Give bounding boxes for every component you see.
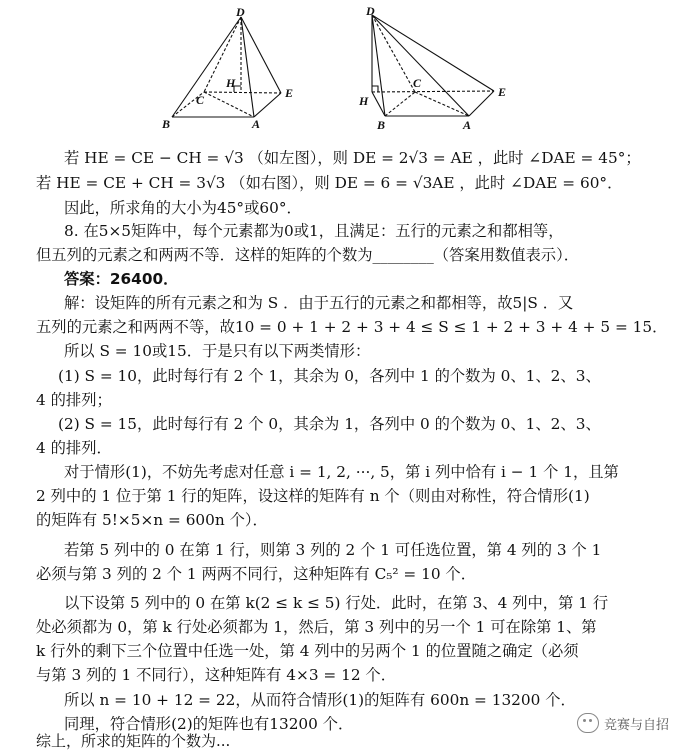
left-label-H: H <box>226 76 236 90</box>
case-1-line: 4 的排列； <box>36 391 112 409</box>
right-label-D: D <box>366 4 375 18</box>
right-label-B: B <box>377 118 386 132</box>
solution-line: 2 列中的 1 位于第 1 行的矩阵，设这样的矩阵有 n 个（则由对称性，符合情形(1) <box>36 487 590 505</box>
solution-line: 所以 S = 10或15．于是只有以下两类情形： <box>64 342 371 360</box>
right-label-C: C <box>413 76 422 90</box>
right-label-H: H <box>359 94 369 108</box>
text-line: 若 HE = CE − CH = √3 （如左图），则 DE = 2√3 = AE ，此时 ∠DAE = 45°； <box>64 149 641 167</box>
watermark-text: 竞赛与自招 <box>603 717 669 733</box>
solution-line: k 行外的剩下三个位置中任选一处，第 4 列中的另两个 1 的位置随之确定（必须 <box>36 642 579 660</box>
solution-line: 必须与第 3 列的 2 个 1 两两不同行，这种矩阵有 C₅² = 10 个． <box>36 565 477 583</box>
text-line: 因此，所求角的大小为45°或60°． <box>64 199 302 217</box>
case-2-line: 4 的排列． <box>36 439 112 457</box>
right-label-E: E <box>498 85 507 99</box>
left-label-B: B <box>162 117 171 131</box>
solution-line: 处必须都为 0，第 k 行处必须都为 1，然后，第 3 列中的另一个 1 可在除第 1、第 <box>36 618 597 636</box>
left-label-A: A <box>252 117 261 131</box>
case-1-line: (1) S = 10，此时每行有 2 个 1，其余为 0，各列中 1 的个数为 0、1、2、3、 <box>58 367 601 385</box>
solution-line: 所以 n = 10 + 12 = 22，从而符合情形(1)的矩阵有 600n = 13200 个． <box>64 691 576 709</box>
solution-line: 与第 3 列的 1 不同行），这种矩阵有 4×3 = 12 个． <box>36 666 397 684</box>
geometry-figures <box>0 0 683 140</box>
wechat-icon <box>577 713 599 733</box>
solution-line: 同理，符合情形(2)的矩阵也有13200 个． <box>64 715 354 733</box>
left-label-E: E <box>285 86 294 100</box>
right-label-A: A <box>463 118 472 132</box>
left-label-C: C <box>196 93 205 107</box>
right-pyramid-figure <box>372 15 494 116</box>
solution-line: 五列的元素之和两两不等，故10 = 0 + 1 + 2 + 3 + 4 ≤ S ≤ 1 + 2 + 3 + 4 + 5 = 15． <box>36 318 668 336</box>
left-pyramid-figure <box>172 17 281 117</box>
solution-line: 以下设第 5 列中的 0 在第 k(2 ≤ k ≤ 5) 行处．此时，在第 3、4 列中，第 1 行 <box>64 594 609 612</box>
pyramid-figures-svg <box>0 0 683 140</box>
problem-8-line: 但五列的元素之和两两不等．这样的矩阵的个数为________（答案用数值表示）． <box>36 246 580 264</box>
watermark <box>577 713 669 733</box>
solution-line: 解：设矩阵的所有元素之和为 S ．由于五行的元素之和都相等，故5|S ．又 <box>64 294 574 312</box>
solution-line: 若第 5 列中的 0 在第 1 行，则第 3 列的 2 个 1 可任选位置，第 4 列的 3 个 1 <box>64 541 602 559</box>
solution-line: 对于情形(1)，不妨先考虑对任意 i = 1, 2, ···, 5，第 i 列中恰有 i − 1 个 1，且第 <box>64 463 619 481</box>
text-line: 若 HE = CE + CH = 3√3 （如右图），则 DE = 6 = √3AE ，此时 ∠DAE = 60°． <box>36 174 623 192</box>
left-label-D: D <box>236 5 245 19</box>
cut-off-line: 综上，所求的矩阵的个数为... <box>36 732 231 750</box>
solution-line: 的矩阵有 5!×5×n = 600n 个）． <box>36 511 268 529</box>
answer-line: 答案：26400． <box>64 270 179 288</box>
case-2-line: (2) S = 15，此时每行有 2 个 0，其余为 1，各列中 0 的个数为 0、1、2、3、 <box>58 415 601 433</box>
problem-8-line: 8. 在5×5矩阵中，每个元素都为0或1，且满足：五行的元素之和都相等， <box>64 222 564 240</box>
